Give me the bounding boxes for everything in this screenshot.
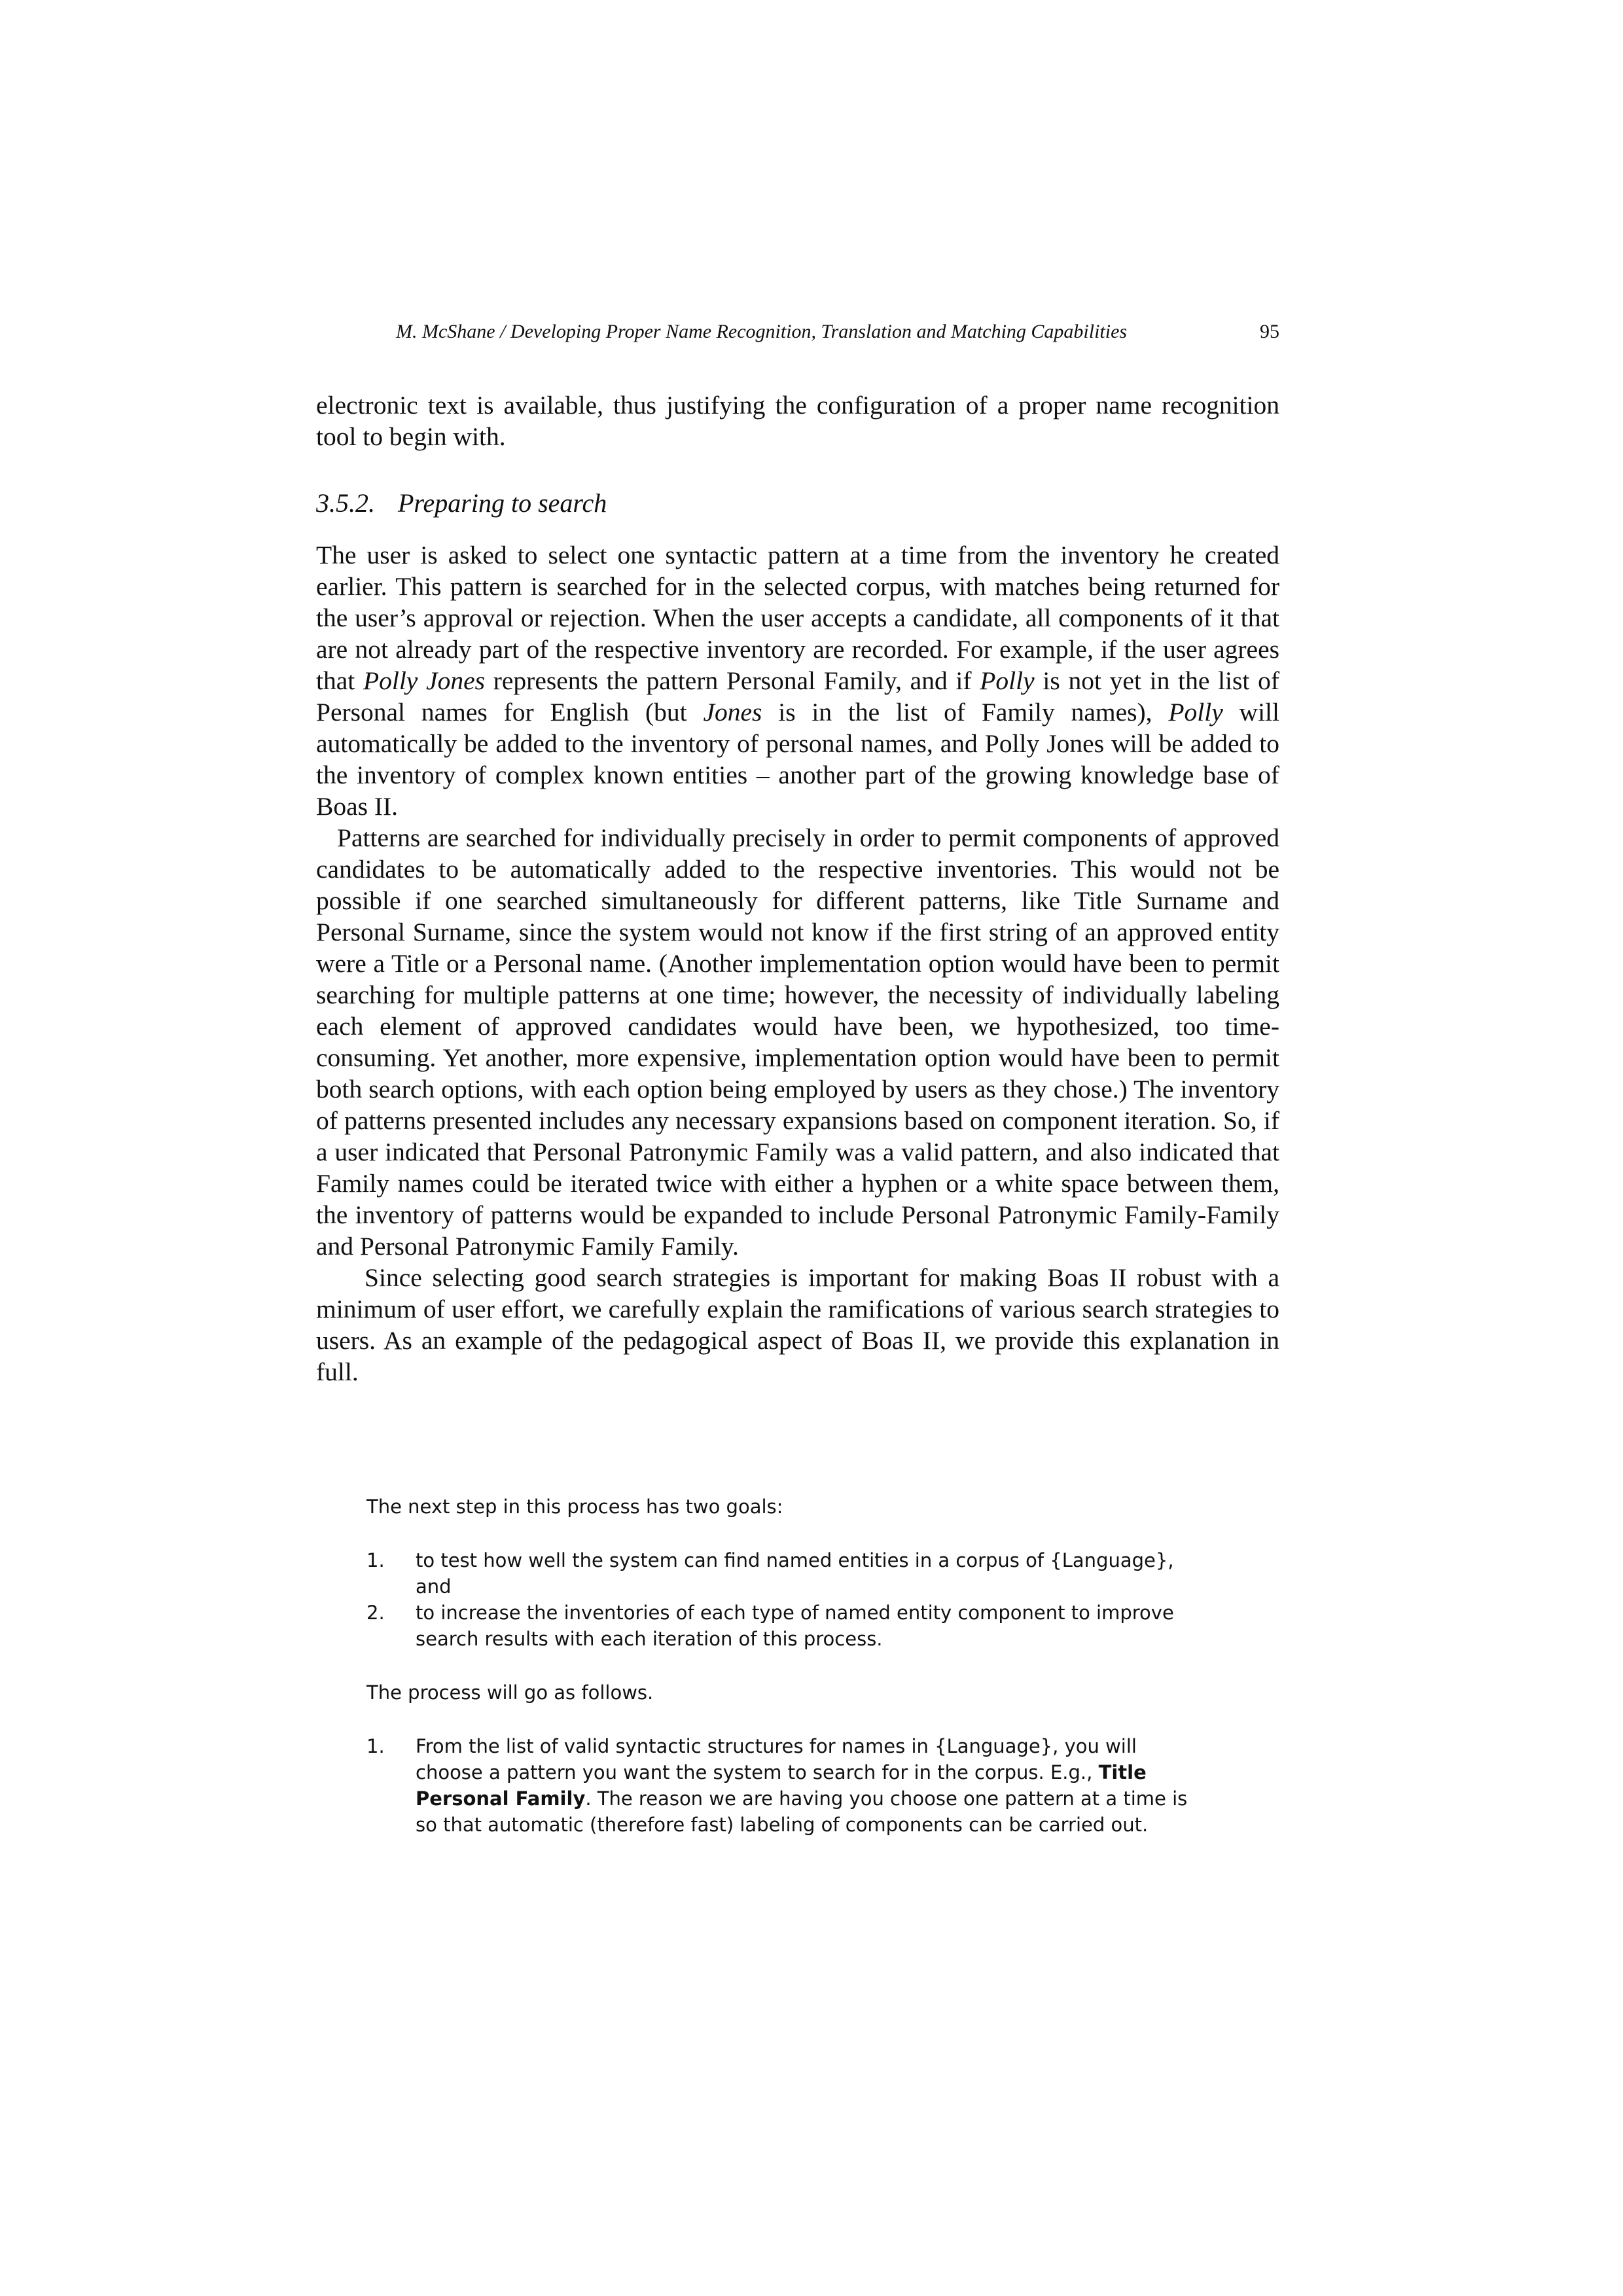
list-item: 1. From the list of valid syntactic structures for names in {Language}, you will choose a pattern you want the system to search for in the corpus. E.g., Title Personal Family. The reason we are having you choose one pattern at a time is so that automatic (therefore fast) labeling of components can be carried out. xyxy=(366,1735,1188,1836)
goals-list xyxy=(366,1547,1204,1652)
goals-intro: The next step in this process has two goals: xyxy=(366,1496,783,1518)
list-item: 1. to test how well the system can find named entities in a corpus of {Language}, and xyxy=(366,1549,1174,1598)
running-title: M. McShane / Developing Proper Name Recognition, Translation and Matching Capabilities xyxy=(396,321,1128,342)
process-intro: The process will go as follows. xyxy=(366,1681,654,1704)
section-number: 3.5.2. xyxy=(316,488,375,518)
intro-paragraph-block xyxy=(316,389,1279,452)
explanation-excerpt xyxy=(366,1494,1204,1838)
paragraph-2: Patterns are searched for individually precisely in order to permit components of approved candidates to be automatically added to the respective inventories. This would not be possible if one searched simultaneously for different patterns, like Title Surname and Personal Surname, since the system would not know if the first string of an approved entity were a Title or a Personal name. (Another implementation option would have been to permit searching for multiple patterns at one time; however, the necessity of individually labeling each element of approved candidates would have been, we hypothesized, too time-consuming. Yet another, more expensive, implementation option would have been to permit both search options, with each option being employed by users as they chose.) The inventory of patterns presented includes any necessary expansions based on component iteration. So, if a user indicated that Personal Patronymic Family was a valid pattern, and also indicated that Family names could be iterated twice with either a hyphen or a white space between them, the inventory of patterns would be expanded to include Personal Patronymic Family-Family and Personal Patronymic Family Family. xyxy=(316,823,1279,1261)
section-heading xyxy=(316,488,607,518)
example-name: Jones xyxy=(703,698,762,726)
paragraph-3: Since selecting good search strategies is important for making Boas II robust with a minimum of user effort, we carefully explain the ramifications of various search strategies to users. As an example of the pedagogical aspect of Boas II, we provide this explanation in full. xyxy=(316,1263,1279,1386)
page-number: 95 xyxy=(1260,321,1279,342)
main-text xyxy=(316,539,1279,1388)
running-header xyxy=(386,315,1279,348)
paragraph-1: The user is asked to select one syntactic pattern at a time from the inventory he created earlier. This pattern is searched for in the selected corpus, with matches being returned for the user’s approval or rejection. When the user accepts a candidate, all components of it that are not already part of the respective inventory are recorded. For example, if the user agrees that Polly Jones represents the pattern Personal Family, and if Polly is not yet in the list of Personal names for English (but Jones is in the list of Family names), Polly will automatically be added to the inventory of personal names, and Polly Jones will be added to the inventory of complex known entities – another part of the growing knowledge base of Boas II. xyxy=(316,541,1280,821)
example-name: Polly xyxy=(1168,698,1223,726)
section-title: Preparing to search xyxy=(398,488,607,518)
list-item: 2. to increase the inventories of each type of named entity component to improve search results with each iteration of this process. xyxy=(366,1602,1174,1650)
example-name: Polly Jones xyxy=(363,666,485,695)
pattern-example: Title Personal Family xyxy=(416,1761,1147,1810)
process-steps xyxy=(366,1733,1204,1838)
intro-paragraph: electronic text is available, thus justifying the configuration of a proper name recognition tool to begin with. xyxy=(316,391,1279,451)
example-name: Polly xyxy=(980,666,1035,695)
